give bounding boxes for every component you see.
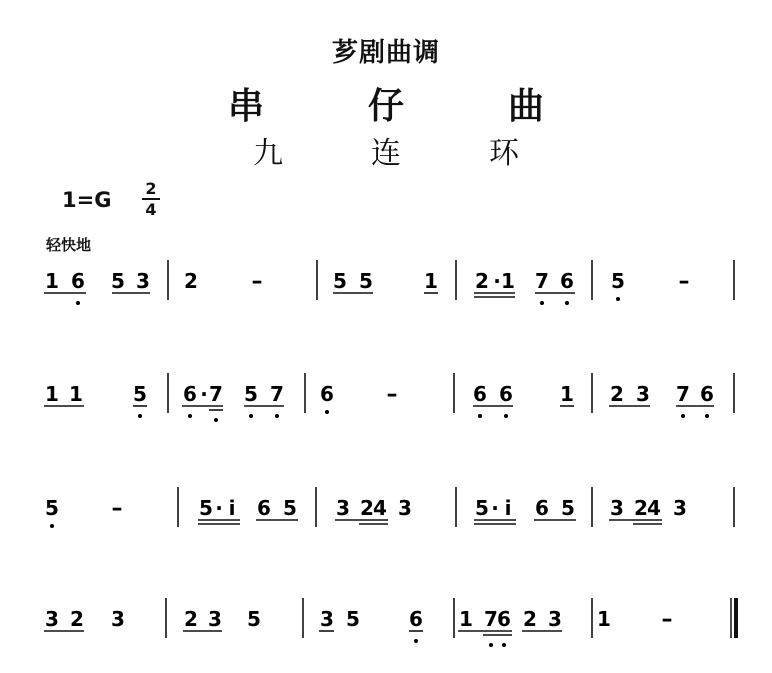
note: 5	[45, 496, 59, 520]
note: 6	[497, 607, 511, 631]
octave-dot	[325, 410, 329, 414]
dash-mark: –	[678, 269, 690, 294]
score-layer	[44, 260, 736, 647]
note: 5	[111, 269, 125, 293]
time-signature-top: 2	[145, 179, 157, 198]
note: 2	[184, 607, 198, 631]
octave-dot	[502, 643, 506, 647]
note: 2	[184, 269, 198, 293]
note: 5	[283, 496, 297, 520]
note: 2	[70, 607, 84, 631]
octave-dot	[214, 418, 218, 422]
note: 2	[360, 496, 374, 520]
octave-dot	[414, 639, 418, 643]
note: 7	[484, 607, 498, 631]
note: 1	[501, 269, 515, 293]
octave-dot	[275, 414, 279, 418]
note: 2	[475, 269, 489, 293]
note: 6	[409, 607, 423, 631]
note: 5	[333, 269, 347, 293]
note: 2	[634, 496, 648, 520]
note: 5	[247, 607, 261, 631]
tempo-marking: 轻快地	[46, 236, 92, 254]
note: 5	[133, 382, 147, 406]
note: 1	[69, 382, 83, 406]
dot-mark: ·	[215, 496, 223, 520]
octave-dot	[188, 414, 192, 418]
note: 6	[183, 382, 197, 406]
note: 6	[560, 269, 574, 293]
octave-dot	[489, 643, 493, 647]
note: 7	[209, 382, 223, 406]
dash-mark: –	[111, 496, 123, 521]
note: 3	[208, 607, 222, 631]
octave-dot	[616, 297, 620, 301]
octave-dot	[249, 414, 253, 418]
note: 6	[71, 269, 85, 293]
note: 1	[424, 269, 438, 293]
subtitle-char: 环	[489, 136, 519, 171]
title-char: 串	[227, 86, 264, 127]
note: 5	[475, 496, 489, 520]
note: 5	[199, 496, 213, 520]
dash-mark: –	[661, 607, 673, 632]
note: 2	[523, 607, 537, 631]
octave-dot	[705, 414, 709, 418]
note: 5	[611, 269, 625, 293]
dot-mark: ·	[491, 496, 499, 520]
octave-dot	[50, 524, 54, 528]
dash-mark: –	[386, 382, 398, 407]
note: 4	[647, 496, 661, 520]
note: i	[504, 496, 512, 520]
note: 6	[257, 496, 271, 520]
note: 3	[320, 607, 334, 631]
octave-dot	[540, 301, 544, 305]
octave-dot	[681, 414, 685, 418]
time-signature-bottom: 4	[145, 200, 157, 219]
note: 3	[548, 607, 562, 631]
note: 4	[373, 496, 387, 520]
note: 3	[673, 496, 687, 520]
title-char: 曲	[508, 86, 545, 127]
note: 3	[636, 382, 650, 406]
note: 3	[111, 607, 125, 631]
note: i	[228, 496, 236, 520]
key-signature: 1=G	[62, 188, 112, 212]
note: 1	[560, 382, 574, 406]
note: 5	[359, 269, 373, 293]
note: 6	[535, 496, 549, 520]
octave-dot	[76, 301, 80, 305]
note: 3	[398, 496, 412, 520]
dash-mark: –	[251, 269, 263, 294]
note: 7	[535, 269, 549, 293]
octave-dot	[138, 414, 142, 418]
note: 5	[561, 496, 575, 520]
dot-mark: ·	[493, 269, 501, 293]
note: 3	[610, 496, 624, 520]
note: 1	[597, 607, 611, 631]
note: 1	[45, 382, 59, 406]
note: 6	[499, 382, 513, 406]
octave-dot	[478, 414, 482, 418]
note: 7	[676, 382, 690, 406]
subtitle-char: 连	[371, 136, 401, 171]
note: 7	[270, 382, 284, 406]
octave-dot	[565, 301, 569, 305]
note: 6	[473, 382, 487, 406]
note: 3	[336, 496, 350, 520]
note: 2	[610, 382, 624, 406]
note: 3	[45, 607, 59, 631]
note: 3	[136, 269, 150, 293]
note: 5	[346, 607, 360, 631]
note: 1	[45, 269, 59, 293]
genre-heading: 芗剧曲调	[331, 38, 440, 68]
note: 6	[700, 382, 714, 406]
note: 6	[320, 382, 334, 406]
dot-mark: ·	[200, 382, 208, 406]
octave-dot	[504, 414, 508, 418]
note: 5	[244, 382, 258, 406]
title-char: 仔	[367, 86, 404, 127]
subtitle-char: 九	[253, 136, 283, 171]
note: 1	[459, 607, 473, 631]
